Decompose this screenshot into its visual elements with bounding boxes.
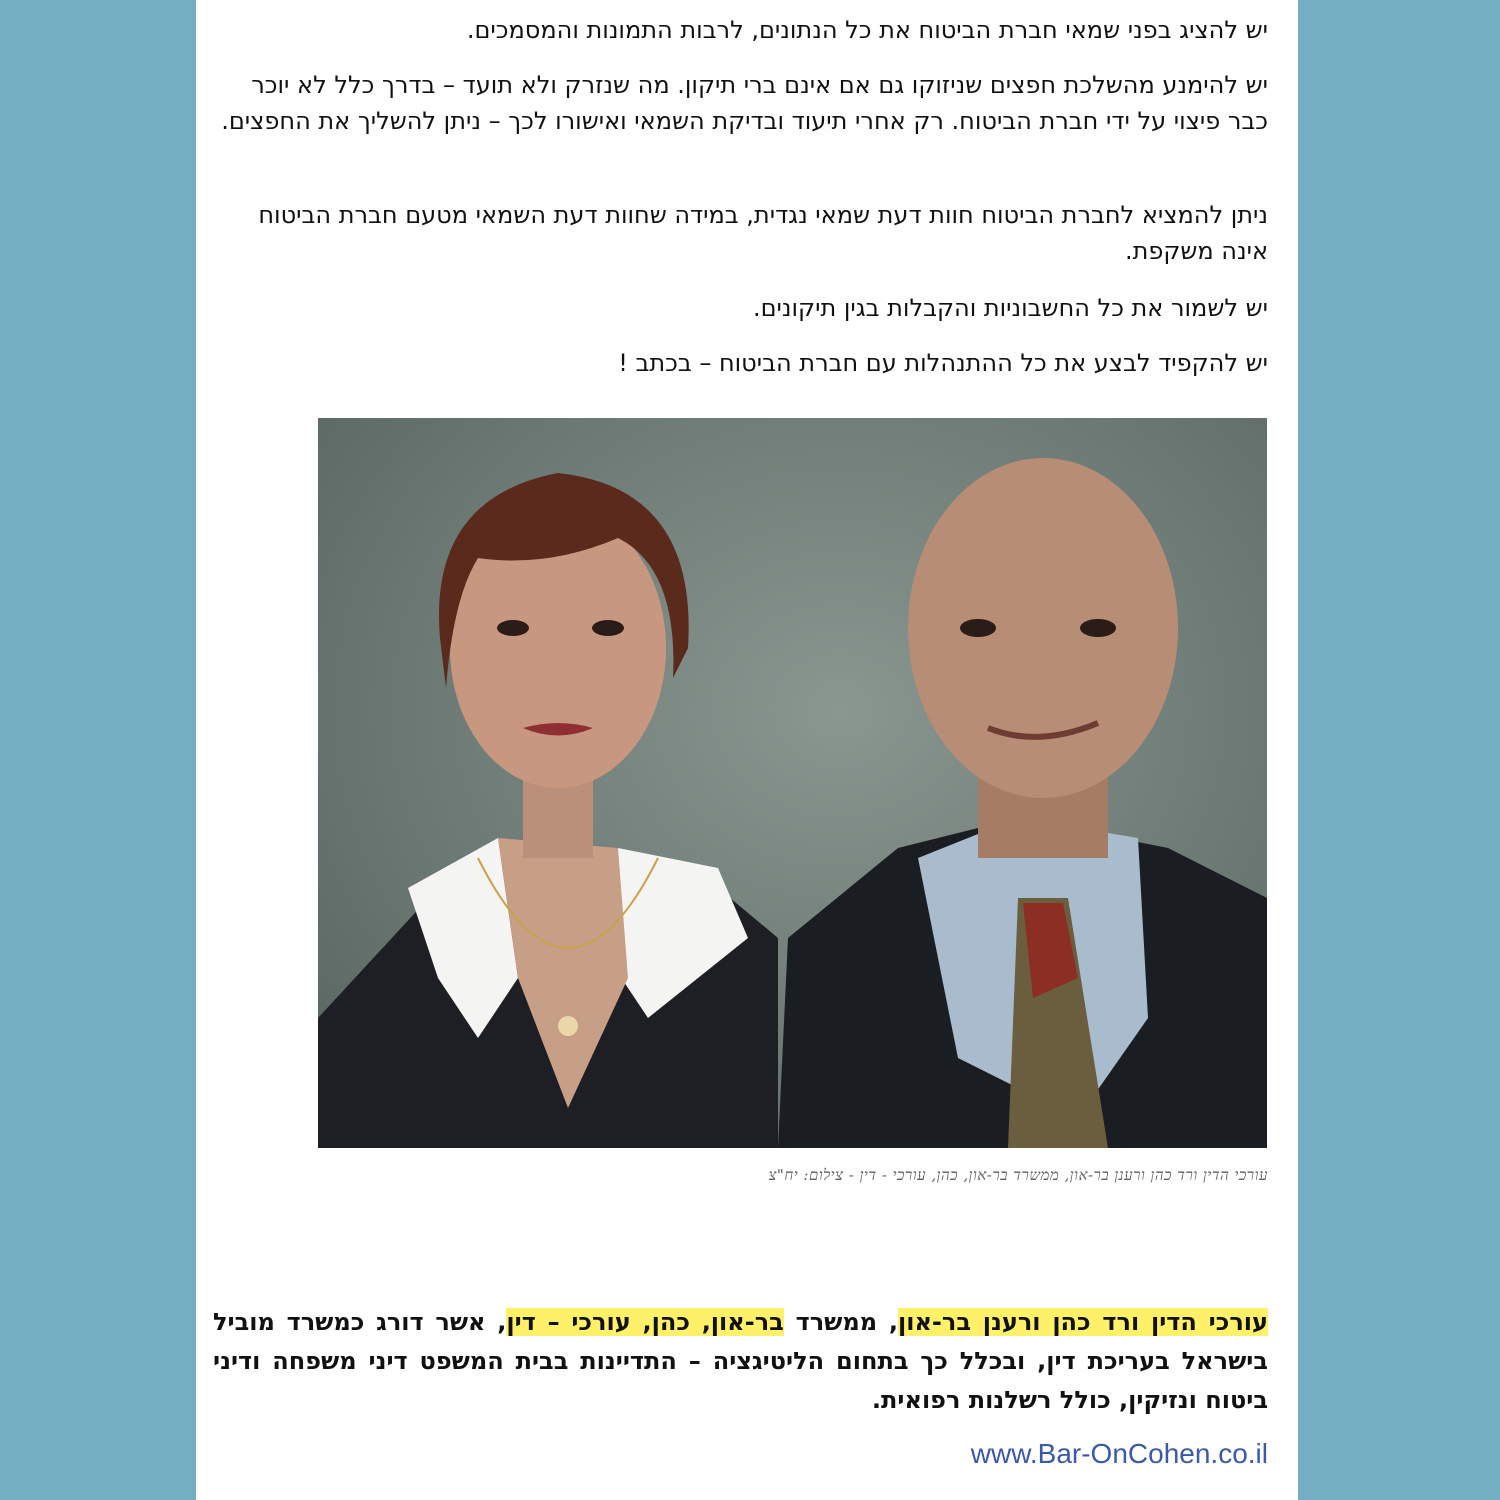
lawyer-names-highlight: עורכי הדין ורד כהן ורענן בר-און bbox=[897, 1308, 1268, 1336]
woman-figure bbox=[318, 473, 778, 1148]
document-page bbox=[196, 0, 1298, 1500]
man-figure bbox=[778, 458, 1267, 1148]
paragraph-in-writing: יש להקפיד לבצע את כל ההתנהלות עם חברת הביטוח – בכתב ! bbox=[618, 349, 1268, 377]
paragraph-do-not-discard: יש להימנע מהשלכת חפצים שניזוקו גם אם אינם ברי תיקון. מה שנזרק ולא תועד – בדרך כלל לא יוכר כבר פיצוי על ידי חברת הביטוח. רק אחרי תיעוד ובדיקת השמאי ואישורו לכך – ניתן להשליך את החפצים. bbox=[221, 71, 1268, 135]
firm-name-highlight: בר-און, כהן, עורכי – דין bbox=[506, 1308, 784, 1336]
firm-description bbox=[213, 1303, 1268, 1420]
paragraph-present-data: יש להציג בפני שמאי חברת הביטוח את כל הנתונים, לרבות התמונות והמסמכים. bbox=[466, 16, 1268, 44]
firm-description-rest: , אשר דורג כמשרד מוביל בישראל בעריכת דין, ובכלל כך בתחום הליטיגציה – התדיינות בבית המשפט דיני משפחה ודיני ביטוח ונזיקין, כולל רשלנות רפואית. bbox=[213, 1308, 1268, 1414]
from-office-text: , ממשרד bbox=[783, 1308, 898, 1336]
paragraph-counter-appraisal: ניתן להמציא לחברת הביטוח חוות דעת שמאי נגדית, במידה שחוות דעת השמאי מטעם חברת הביטוח אינה משקפת. bbox=[258, 201, 1268, 265]
paragraph-keep-receipts: יש לשמור את כל החשבוניות והקבלות בגין תיקונים. bbox=[752, 294, 1268, 322]
lawyers-photo bbox=[318, 418, 1267, 1148]
photo-caption: עורכי הדין ורד כהן ורענן בר-און, ממשרד בר-און, כהן, עורכי - דין - צילום: יח"צ bbox=[768, 1166, 1268, 1184]
website-link[interactable]: www.Bar-OnCohen.co.il bbox=[970, 1438, 1268, 1469]
